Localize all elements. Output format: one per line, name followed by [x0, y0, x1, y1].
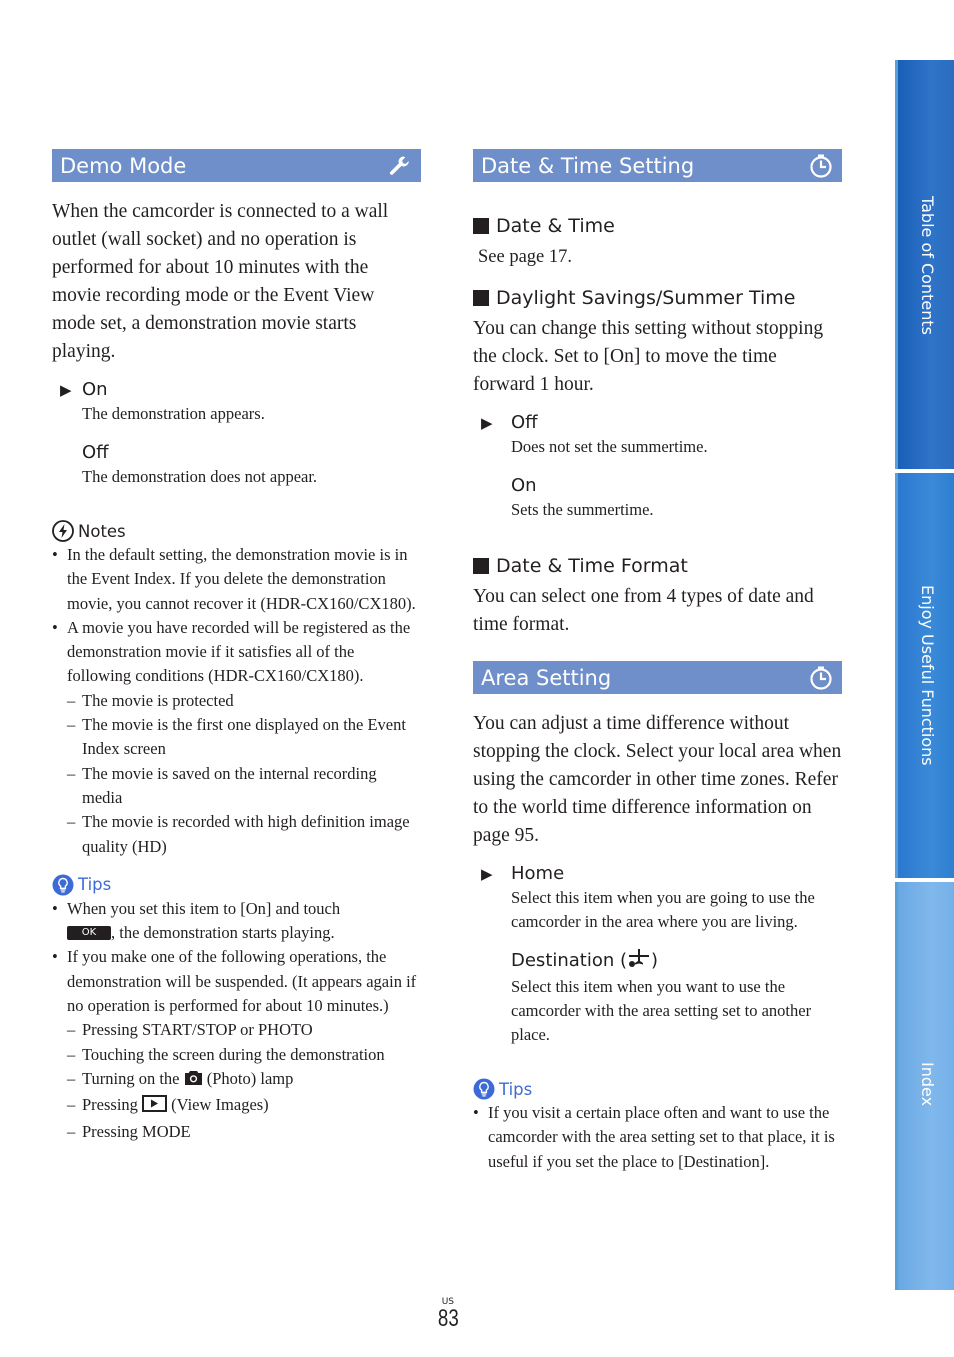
tab-enjoy-useful-functions[interactable] — [895, 473, 954, 878]
option-description: Select this item when you are going to use the camcorder in the area where you are living. — [511, 888, 815, 931]
square-bullet-icon — [473, 290, 489, 306]
option-label: Off — [82, 442, 109, 463]
list-item-text: (View Images) — [171, 1095, 269, 1115]
operations-list — [67, 1018, 421, 1143]
demo-intro-text: When the camcorder is connected to a wall outlet (wall socket) and no operation is performed for about 10 minutes with the movie recording mode or the Event View mode set, a demonstration movie starts playing. — [52, 201, 389, 362]
area-setting-title: Area Setting — [481, 665, 612, 690]
option-home — [481, 862, 842, 934]
list-item — [67, 1093, 421, 1119]
list-item: • If you visit a certain place often and want to use the camcorder with the area setting set to that place, it is useful if you set the place to [Destination]. — [473, 1101, 842, 1174]
option-label: On — [82, 379, 108, 400]
tab-label: Index — [918, 1062, 937, 1107]
option-description: Does not set the summertime. — [511, 437, 708, 456]
option-description: Select this item when you want to use the camcorder with the area setting set to another place. — [511, 977, 812, 1044]
daylight-savings-subheading — [473, 285, 842, 311]
list-item-text: , the demonstration starts playing. — [111, 923, 335, 943]
date-time-subheading — [473, 213, 842, 239]
option-dst-on — [481, 474, 842, 522]
subheading-text: Date & Time — [496, 215, 615, 237]
date-time-format-subheading — [473, 553, 842, 579]
default-marker-icon: ▶ — [481, 414, 493, 432]
list-item-text: When you set this item to [On] and touch — [67, 898, 341, 918]
list-item-text: A movie you have recorded will be registered as the demonstration movie if it satisfies all of the following conditions (HDR-CX160/CX180). — [67, 617, 411, 686]
tips-list — [52, 897, 421, 1144]
list-item: – The movie is protected — [67, 689, 421, 713]
option-label: On — [511, 475, 537, 496]
date-time-setting-title: Date & Time Setting — [481, 153, 695, 178]
list-item: – Pressing MODE — [67, 1120, 421, 1144]
option-description: The demonstration appears. — [82, 404, 265, 423]
tab-index[interactable] — [895, 882, 954, 1290]
destination-plane-icon — [627, 948, 651, 975]
ok-button-glyph: OK — [67, 926, 111, 940]
option-description: The demonstration does not appear. — [82, 467, 318, 486]
notes-heading — [52, 519, 421, 543]
list-item — [52, 897, 421, 946]
notes-list — [52, 543, 421, 859]
subheading-text: Date & Time Format — [496, 555, 688, 577]
list-item — [52, 945, 421, 1143]
default-marker-icon: ▶ — [481, 865, 493, 883]
option-label: Destination ( — [511, 950, 628, 971]
option-dst-off — [481, 411, 842, 459]
area-setting-header — [473, 661, 842, 694]
tips-label: Tips — [78, 875, 112, 895]
daylight-savings-text: You can change this setting without stopping the clock. Set to [On] to move the time forward 1 hour. — [473, 318, 824, 395]
page-number — [435, 1297, 462, 1331]
square-bullet-icon — [473, 218, 489, 234]
list-item: – The movie is recorded with high definition image quality (HD) — [67, 810, 421, 859]
default-marker-icon: ▶ — [60, 381, 72, 399]
list-item-text: Pressing — [82, 1095, 138, 1115]
date-time-text: See page 17. — [478, 247, 573, 267]
wrench-icon — [388, 154, 412, 178]
list-item-text: If you make one of the following operations, the demonstration will be suspended. (It appears again if no operation is performed for about 10 minutes.) — [67, 947, 417, 1016]
clock-icon — [809, 666, 833, 690]
option-label: Home — [511, 863, 565, 884]
list-item: – Touching the screen during the demonstration — [67, 1043, 421, 1067]
list-item-text: Turning on the — [82, 1068, 180, 1088]
list-item-text: (Photo) lamp — [206, 1068, 294, 1088]
clock-icon — [809, 154, 833, 178]
subheading-text: Daylight Savings/Summer Time — [496, 287, 796, 309]
notes-icon — [52, 520, 74, 542]
option-label: Off — [511, 412, 538, 433]
list-item: – The movie is saved on the internal recording media — [67, 762, 421, 811]
date-time-setting-header — [473, 149, 842, 182]
left-column — [52, 149, 421, 1144]
tips-bulb-icon — [52, 874, 74, 896]
option-destination — [481, 948, 842, 1047]
page-number-value: 83 — [437, 1305, 459, 1332]
date-time-format-text: You can select one from 4 types of date and time format. — [473, 586, 814, 635]
demo-mode-title: Demo Mode — [60, 153, 187, 178]
option-off — [60, 441, 421, 489]
region-code: US — [441, 1297, 454, 1307]
option-description: Sets the summertime. — [511, 500, 654, 519]
tips-heading — [473, 1077, 842, 1101]
tab-table-of-contents[interactable] — [895, 60, 954, 469]
tab-label: Table of Contents — [918, 196, 937, 335]
right-column — [473, 149, 842, 1174]
notes-label: Notes — [78, 521, 126, 541]
conditions-list — [67, 689, 421, 859]
area-setting-text: You can adjust a time difference without stopping the clock. Select your local area when using the camcorder in other time zones. Refer to the world time difference information on page 95. — [473, 713, 842, 846]
tips-bulb-icon — [473, 1078, 495, 1100]
option-label-end: ) — [651, 950, 659, 971]
tips-label: Tips — [499, 1079, 533, 1099]
list-item: – The movie is the first one displayed on the Event Index screen — [67, 713, 421, 762]
play-icon — [142, 1095, 167, 1119]
list-item: – Pressing START/STOP or PHOTO — [67, 1018, 421, 1042]
tips-heading — [52, 873, 421, 897]
list-item — [52, 616, 421, 859]
camera-icon — [184, 1069, 203, 1093]
demo-mode-header — [52, 149, 421, 182]
option-on — [60, 378, 421, 426]
list-item — [67, 1067, 421, 1093]
tips-list — [473, 1101, 842, 1174]
list-item: • In the default setting, the demonstration movie is in the Event Index. If you delete the demonstration movie, you cannot recover it (HDR-CX160/CX180). — [52, 543, 421, 616]
tab-label: Enjoy Useful Functions — [918, 585, 937, 766]
square-bullet-icon — [473, 558, 489, 574]
